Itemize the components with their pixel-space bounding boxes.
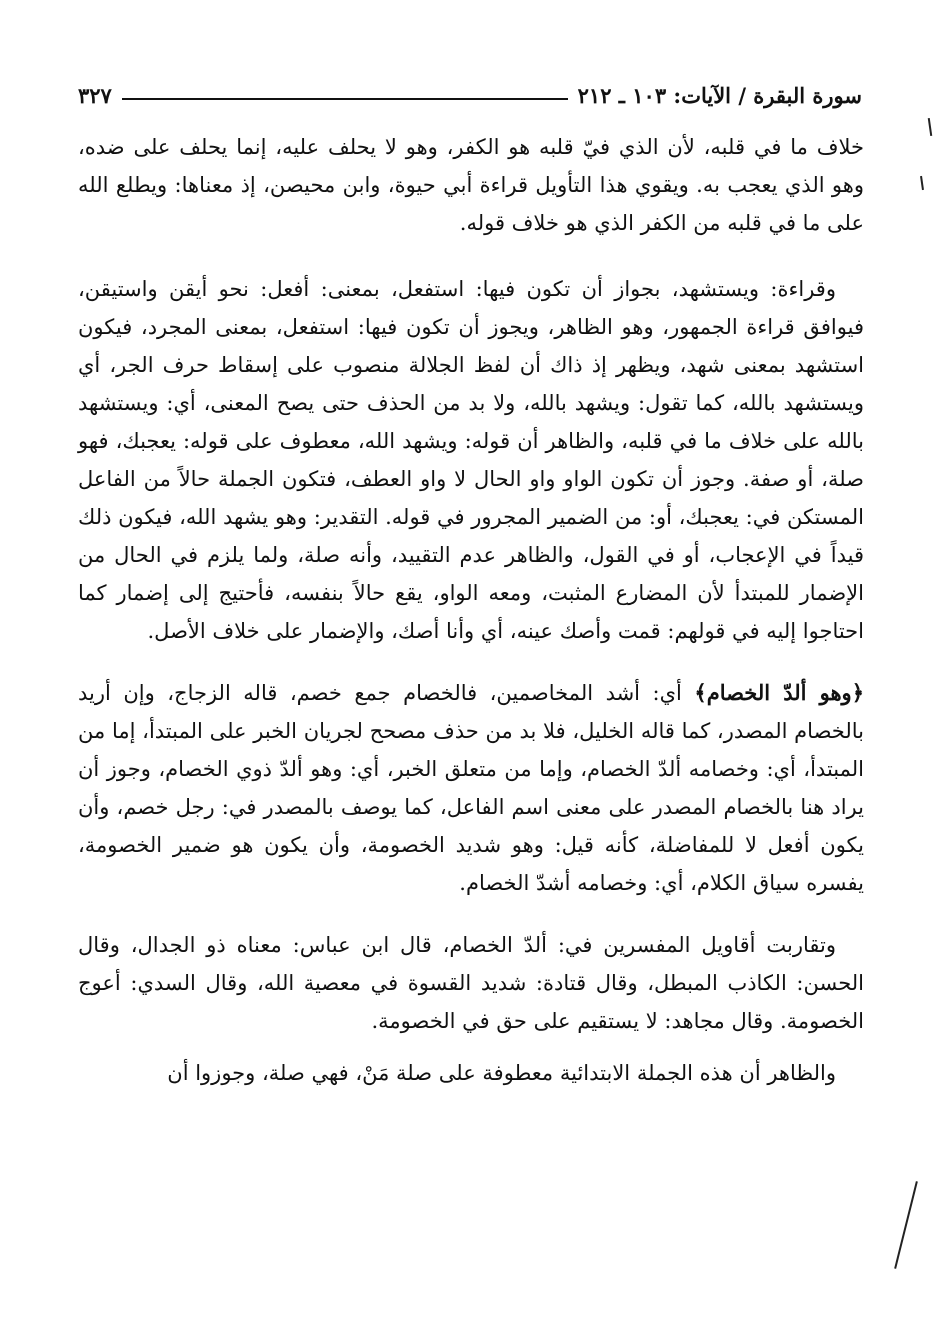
margin-scan-mark xyxy=(920,176,924,190)
margin-scan-mark xyxy=(928,118,932,136)
header-rule xyxy=(122,98,568,100)
margin-scan-mark xyxy=(894,1181,918,1269)
paragraph-text: أي: أشد المخاصمين، فالخصام جمع خصم، قاله الزجاج، وإن أريد بالخصام المصدر، كما قاله الخليل، فلا بد من حذف مصحح لجريان الخبر على المبتدأ، إما من المبتدأ، أي: وخصامه ألدّ الخصام، وإما من متعلق الخبر، أي: وهو ألدّ ذوي الخصام، وجوز أن يراد هنا بالخصام المصدر على معنى اسم الفاعل، كما يوصف بالمصدر في: رجل خصم، وأن يكون أفعل لا للمفاضلة، كأنه قيل: وهو شديد الخصومة، وأن يكون هو ضمير الخصومة، يفسره سياق الكلام، أي: وخصامه أشدّ الخصام. xyxy=(78,681,864,895)
page-body xyxy=(78,128,864,1092)
paragraph xyxy=(78,674,864,902)
surah-title: سورة البقرة / الآيات: ١٠٣ ـ ٢١٢ xyxy=(577,83,862,108)
quran-quote: ﴿وهو ألدّ الخصام﴾ xyxy=(694,680,865,705)
paragraph: وتقاربت أقاويل المفسرين في: ألدّ الخصام، قال ابن عباس: معناه ذو الجدال، وقال الحسن: الكاذب المبطل، وقال قتادة: شديد القسوة في معصية الله، وقال السدي: أعوج الخصومة. وقال مجاهد: لا يستقيم على حق في الخصومة. xyxy=(78,933,864,1033)
paragraph: خلاف ما في قلبه، لأن الذي فيّ قلبه هو الكفر، وهو لا يحلف عليه، إنما يحلف على ضده، وهو الذي يعجب به. ويقوي هذا التأويل قراءة أبي حيوة، وابن محيصن، إذ معناها: ويطلع الله على ما في قلبه من الكفر الذي هو خلاف قوله. xyxy=(78,135,864,235)
paragraph: وقراءة: ويستشهد، بجواز أن تكون فيها: استفعل، بمعنى: أفعل: نحو أيقن واستيقن، فيوافق قراءة الجمهور، وهو الظاهر، ويجوز أن تكون فيها: استفعل، بمعنى المجرد، فيكون استشهد بمعنى شهد، ويظهر إذ ذاك أن لفظ الجلالة منصوب على إسقاط حرف الجر، أي ويستشهد بالله، كما تقول: ويشهد بالله، ولا بد من الحذف حتى يصح المعنى، أي: ويستشهد بالله على خلاف ما في قلبه، والظاهر أن قوله: ويشهد الله، معطوف على قوله: يعجبك، فهو صلة، أو صفة. وجوز أن تكون الواو واو الحال لا واو العطف، فتكون الجملة حالاً من الفاعل المستكن في: يعجبك، أو: من الضمير المجرور في قوله. التقدير: وهو يشهد الله، فيكون ذلك قيداً في الإعجاب، أو في القول، والظاهر عدم التقييد، وأنه صلة، ولما يلزم في الحال من الإضمار للمبتدأ لأن المضارع المثبت، ومعه الواو، يقع حالاً بنفسه، فأحتيج إلى إضمار كما احتاجوا إليه في قولهم: قمت وأصك عينه، أي وأنا أصك، والإضمار على خلاف الأصل. xyxy=(78,277,864,643)
page-number: ٣٢٧ xyxy=(78,83,112,108)
paragraph: والظاهر أن هذه الجملة الابتدائية معطوفة على صلة مَنْ، فهي صلة، وجوزوا أن xyxy=(167,1061,836,1085)
running-header xyxy=(78,68,862,108)
